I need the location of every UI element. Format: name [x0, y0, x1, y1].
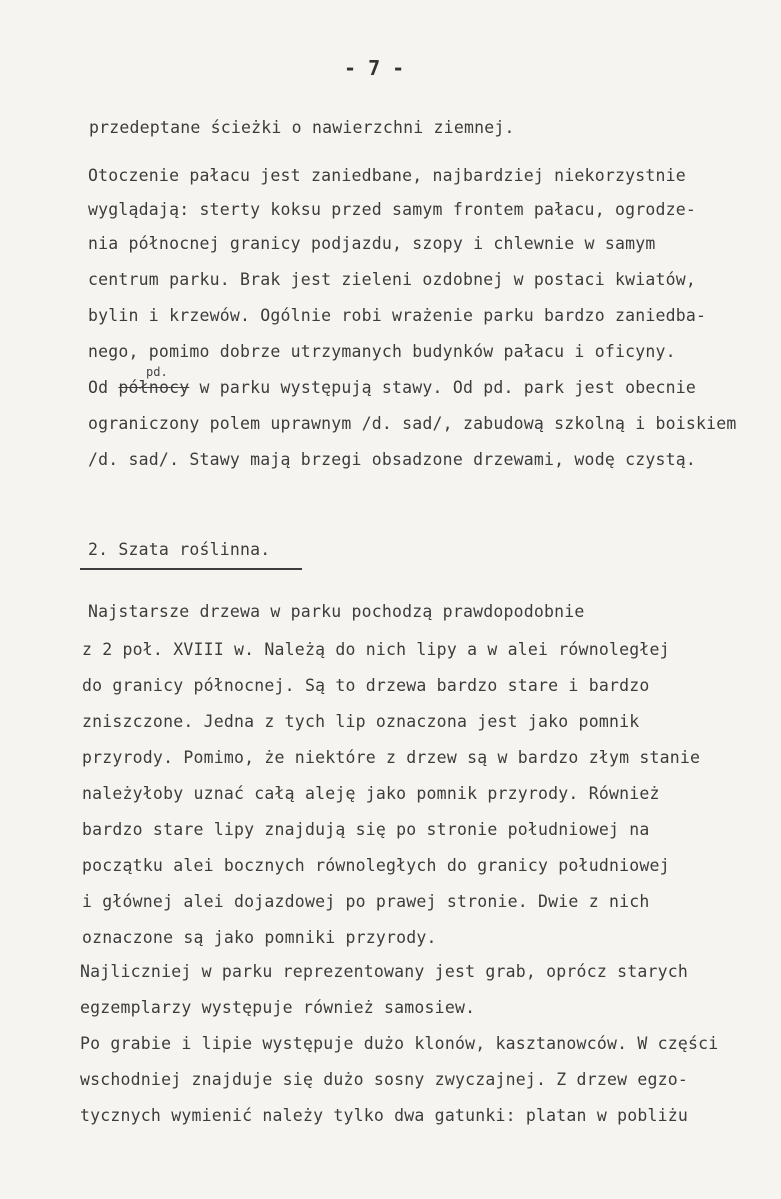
- text-line: ograniczony polem uprawnym /d. sad/, zabudową szkolną i boiskiem: [88, 414, 737, 433]
- text-line: nia północnej granicy podjazdu, szopy i chlewnie w samym: [88, 234, 656, 253]
- text-line: zniszczone. Jedna z tych lip oznaczona jest jako pomnik: [82, 712, 640, 731]
- text-line: Po grabie i lipie występuje dużo klonów, kasztanowców. W części: [80, 1034, 719, 1053]
- text-line: przedeptane ścieżki o nawierzchni ziemnej.: [89, 118, 515, 137]
- text-line: Otoczenie pałacu jest zaniedbane, najbardziej niekorzystnie: [88, 166, 686, 185]
- text-line: bardzo stare lipy znajdują się po stronie południowej na: [82, 820, 650, 839]
- text-line: oznaczone są jako pomniki przyrody.: [82, 928, 437, 947]
- text-line: nego, pomimo dobrze utrzymanych budynków pałacu i oficyny.: [88, 342, 676, 361]
- text-line: bylin i krzewów. Ogólnie robi wrażenie parku bardzo zaniedba-: [88, 306, 707, 325]
- text-line: z 2 poł. XVIII w. Należą do nich lipy a w alei równoległej: [82, 640, 670, 659]
- section-heading: 2. Szata roślinna.: [88, 540, 271, 559]
- text-line: początku alei bocznych równoległych do granicy południowej: [82, 856, 670, 875]
- handwritten-insertion: pd.: [146, 365, 168, 379]
- text-line: /d. sad/. Stawy mają brzegi obsadzone drzewami, wodę czystą.: [88, 450, 697, 469]
- text-line: Najliczniej w parku reprezentowany jest grab, oprócz starych: [80, 962, 689, 981]
- text-line: do granicy północnej. Są to drzewa bardzo stare i bardzo: [82, 676, 650, 695]
- text-line: wschodniej znajduje się dużo sosny zwyczajnej. Z drzew egzo-: [80, 1070, 689, 1089]
- text-fragment: w parku występują stawy. Od pd. park jest obecnie: [189, 378, 697, 397]
- text-line: i głównej alei dojazdowej po prawej stronie. Dwie z nich: [82, 892, 650, 911]
- text-line: Najstarsze drzewa w parku pochodzą prawdopodobnie: [88, 602, 585, 621]
- text-line: centrum parku. Brak jest zieleni ozdobnej w postaci kwiatów,: [88, 270, 697, 289]
- struck-word: północy: [118, 378, 190, 397]
- text-line-with-correction: [88, 378, 696, 398]
- text-fragment: Od: [88, 378, 119, 397]
- text-line: należyłoby uznać całą aleję jako pomnik przyrody. Również: [82, 784, 660, 803]
- text-line: egzemplarzy występuje również samosiew.: [80, 998, 476, 1017]
- page-number: - 7 -: [344, 56, 405, 80]
- text-line: tycznych wymienić należy tylko dwa gatunki: platan w pobliżu: [80, 1106, 689, 1125]
- text-line: przyrody. Pomimo, że niektóre z drzew są w bardzo złym stanie: [82, 748, 701, 767]
- text-line: wyglądają: sterty koksu przed samym frontem pałacu, ogrodze-: [88, 200, 697, 219]
- heading-underline: [80, 568, 302, 570]
